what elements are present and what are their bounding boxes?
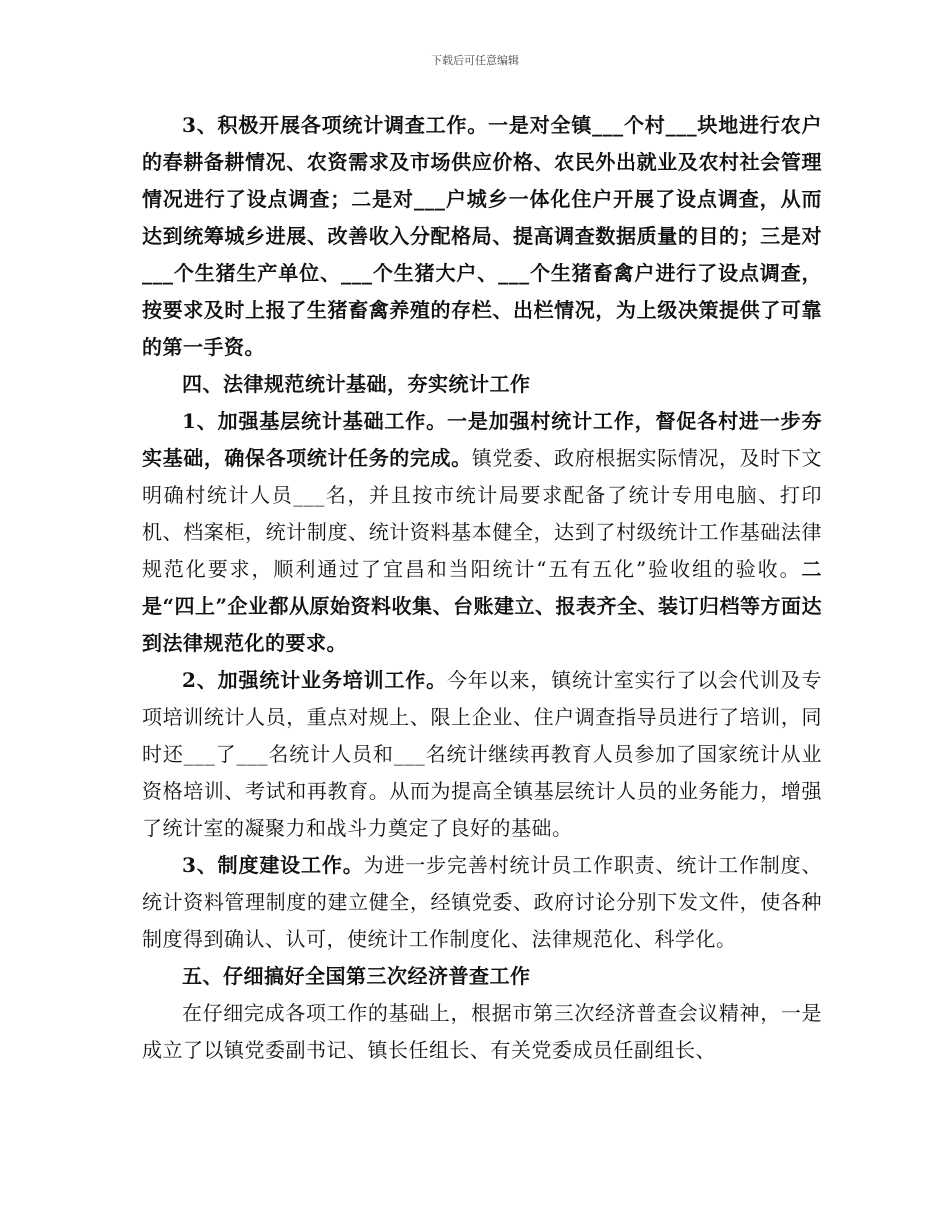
paragraph-statistical-surveys <box>142 107 822 366</box>
section-heading-four <box>142 366 822 403</box>
paragraph-tail-bold: 二是“四上”企业都从原始资料收集、台账建立、报表齐全、装订归档等方面达到法律规范化的要求。 <box>142 557 823 655</box>
heading-text: 五、仔细搞好全国第三次经济普查工作 <box>182 964 531 988</box>
paragraph-lead-bold: 1、加强基层统计基础工作。一是加强村统计工作，督促各村进一步夯实基础，确保各项统计任务的完成。 <box>142 409 822 470</box>
section-heading-five <box>142 958 822 995</box>
document-body <box>142 107 822 1069</box>
paragraph-economic-census <box>142 995 822 1069</box>
heading-text: 四、法律规范统计基础，夯实统计工作 <box>182 372 531 396</box>
paragraph-system-building <box>142 847 822 958</box>
paragraph-lead-bold: 2、加强统计业务培训工作。 <box>182 668 447 692</box>
page-header: 下载后可任意编辑 <box>431 54 519 67</box>
paragraph-lead-bold: 3、制度建设工作。 <box>182 853 364 877</box>
paragraph-body: 今年以来，镇统计室实行了以会代训及专项培训统计人员，重点对规上、限上企业、住户调查指导员进行了培训，同时还___了___名统计人员和___名统计继续再教育人员参加了国家统计从业资格培训、考试和再教育。从而为提高全镇基层统计人员的业务能力，增强了统计室的凝聚力和战斗力奠定了良好的基础。 <box>142 668 822 840</box>
paragraph-text: 3、积极开展各项统计调查工作。一是对全镇___个村___块地进行农户的春耕备耕情况、农资需求及市场供应价格、农民外出就业及农村社会管理情况进行了设点调查；二是对___户城乡一体化住户开展了设点调查，从而达到统筹城乡进展、改善收入分配格局、提高调查数据质量的目的；三是对___个生猪生产单位、___个生猪大户、___个生猪畜禽户进行了设点调查，按要求及时上报了生猪畜禽养殖的存栏、出栏情况，为上级决策提供了可靠的第一手资。 <box>142 113 822 359</box>
paragraph-training <box>142 662 822 847</box>
paragraph-body: 在仔细完成各项工作的基础上，根据市第三次经济普查会议精神，一是成立了以镇党委副书记、镇长任组长、有关党委成员任副组长、 <box>142 1001 822 1062</box>
paragraph-grassroots-statistics <box>142 403 822 662</box>
paragraph-body: 镇党委、政府根据实际情况，及时下文明确村统计人员___名，并且按市统计局要求配备了统计专用电脑、打印机、档案柜，统计制度、统计资料基本健全，达到了村级统计工作基础法律规范化要求，顺利通过了宜昌和当阳统计“五有五化”验收组的验收。 <box>142 446 822 581</box>
paragraph-body: 为进一步完善村统计员工作职责、统计工作制度、统计资料管理制度的建立健全，经镇党委、政府讨论分别下发文件，使各种制度得到确认、认可，使统计工作制度化、法律规范化、科学化。 <box>142 853 822 951</box>
